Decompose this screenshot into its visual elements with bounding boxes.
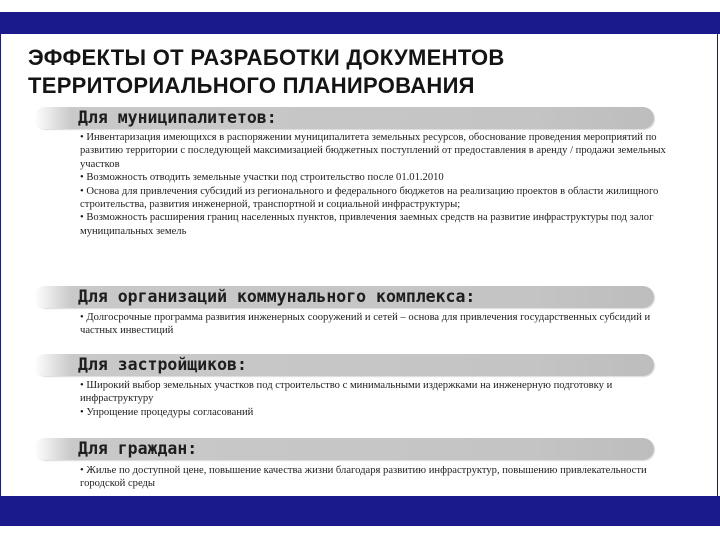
section-body-municipalities	[80, 131, 670, 238]
section-header-developers	[34, 354, 654, 376]
bottom-band	[0, 496, 720, 526]
section-header-utilities	[34, 286, 654, 308]
list-item: • Долгосрочные программа развития инженерных сооружений и сетей – основа для привлечения государственных субсидий и частных инвестиций	[80, 312, 651, 337]
list-item: • Широкий выбор земельных участков под строительство с минимальными издержками на инженерную подготовку и инфраструктуру	[80, 380, 613, 405]
section-heading: Для граждан:	[78, 439, 198, 458]
section-body-developers	[80, 379, 670, 419]
title-line-2: ТЕРРИТОРИАЛЬНОГО ПЛАНИРОВАНИЯ	[28, 73, 475, 98]
slide-title	[28, 44, 688, 100]
list-item: • Возможность расширения границ населенных пунктов, привлечения заемных средств на развитие инфраструктуры под залог муниципальных земель	[80, 212, 654, 237]
list-item: • Упрощение процедуры согласований	[80, 406, 254, 418]
section-body-utilities	[80, 311, 670, 338]
title-line-1: ЭФФЕКТЫ ОТ РАЗРАБОТКИ ДОКУМЕНТОВ	[28, 45, 505, 70]
section-header-citizens	[34, 438, 654, 460]
list-item: • Инвентаризация имеющихся в распоряжении муниципалитета земельных ресурсов, обоснование проведения мероприятий по развитию территории с последующей максимизацией бюджетных поступлений от предоставления в аренду / продажи земельных участков	[80, 132, 666, 170]
list-item: • Жилье по доступной цене, повышение качества жизни благодаря развитию инфраструктур, повышению привлекательности городской среды	[80, 465, 647, 490]
section-heading: Для застройщиков:	[78, 355, 247, 374]
section-heading: Для муниципалитетов:	[78, 108, 277, 127]
section-heading: Для организаций коммунального комплекса:	[78, 287, 476, 306]
list-item: • Возможность отводить земельные участки под строительство после 01.01.2010	[80, 172, 444, 184]
top-band	[0, 12, 720, 34]
slide-frame	[0, 34, 718, 496]
section-header-municipalities	[34, 107, 654, 129]
list-item: • Основа для привлечения субсидий из регионального и федерального бюджетов на реализацию проектов в области жилищного строительства, развития инженерной, транспортной и социальной инфраструктуры;	[80, 185, 659, 211]
section-body-citizens	[80, 464, 670, 491]
